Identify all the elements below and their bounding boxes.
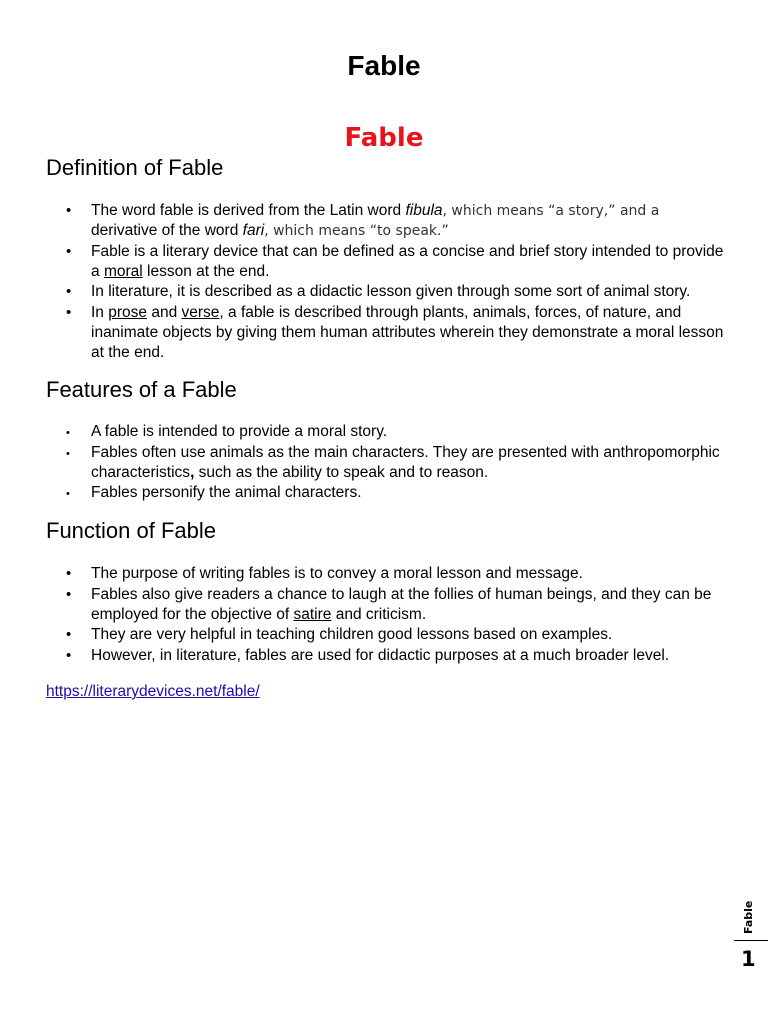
list-item (46, 585, 736, 625)
definition-list (46, 201, 736, 363)
list-item-text: Fables also give readers a chance to laugh at the follies of human beings, and they can be employed for the objective of (91, 585, 712, 623)
list-item (46, 564, 736, 584)
list-item-text: , which means “a story,” and a (442, 203, 660, 219)
list-item-text: In literature, it is described as a didactic lesson given through some sort of animal story. (91, 283, 691, 300)
list-item-text: and criticism. (331, 605, 427, 623)
emphasis-text: fari (242, 222, 265, 239)
list-item-text: They are very helpful in teaching children good lessons based on examples. (91, 626, 613, 643)
list-item-text: , which means “to speak.” (264, 223, 449, 239)
page-title: Fable (347, 50, 421, 81)
list-item (46, 646, 736, 666)
footer-label (736, 896, 768, 936)
list-item-text: lesson at the end. (142, 262, 270, 280)
list-item (46, 483, 736, 503)
list-item (46, 242, 736, 282)
list-item (46, 201, 736, 241)
list-item-text: derivative of the word (91, 222, 243, 239)
list-item-text: and (147, 303, 182, 321)
footer-label-text: Fable (742, 900, 755, 934)
list-item-text: However, in literature, fables are used for didactic purposes at a much broader level. (91, 646, 670, 664)
features-list (46, 422, 736, 504)
heading-definition: Definition of Fable (46, 155, 224, 180)
term-link[interactable]: prose (108, 303, 148, 321)
heading-function: Function of Fable (46, 518, 216, 543)
list-item (46, 303, 736, 363)
list-item-text: , a fable is described through plants, animals, forces, of nature, and inanimate objects by giving them human attributes wherein they demonstrate a moral lesson at the end. (91, 303, 724, 361)
list-item-text: The purpose of writing fables is to convey a moral lesson and message. (91, 565, 583, 582)
list-item-text: , (190, 463, 195, 481)
list-item-text: Fables personify the animal characters. (91, 484, 362, 501)
list-item-text: The word fable is derived from the Latin word (91, 202, 406, 219)
term-link[interactable]: moral (103, 262, 143, 280)
list-item (46, 282, 736, 302)
list-item (46, 625, 736, 645)
list-item (46, 422, 736, 442)
list-item-text: Fables often use animals as the main characters. They are presented with anthropomorphic characteristics (91, 443, 720, 481)
list-item-text: such as the ability to speak and to reason. (194, 463, 489, 481)
list-item-text: In (91, 303, 109, 321)
list-item-text: Fable is a literary device that can be defined as a concise and brief story intended to provide a (91, 242, 724, 280)
list-item-text: A fable is intended to provide a moral story. (91, 423, 388, 440)
list-item (46, 443, 736, 483)
term-link[interactable]: satire (293, 605, 332, 623)
term-link[interactable]: verse (181, 303, 220, 321)
emphasis-text: fibula (405, 202, 443, 219)
source-link[interactable]: https://literarydevices.net/fable/ (46, 683, 260, 700)
page-subtitle: Fable (344, 123, 424, 153)
heading-features: Features of a Fable (46, 377, 237, 402)
function-list (46, 564, 736, 666)
footer-divider (734, 940, 768, 941)
page-number: 1 (741, 947, 756, 971)
